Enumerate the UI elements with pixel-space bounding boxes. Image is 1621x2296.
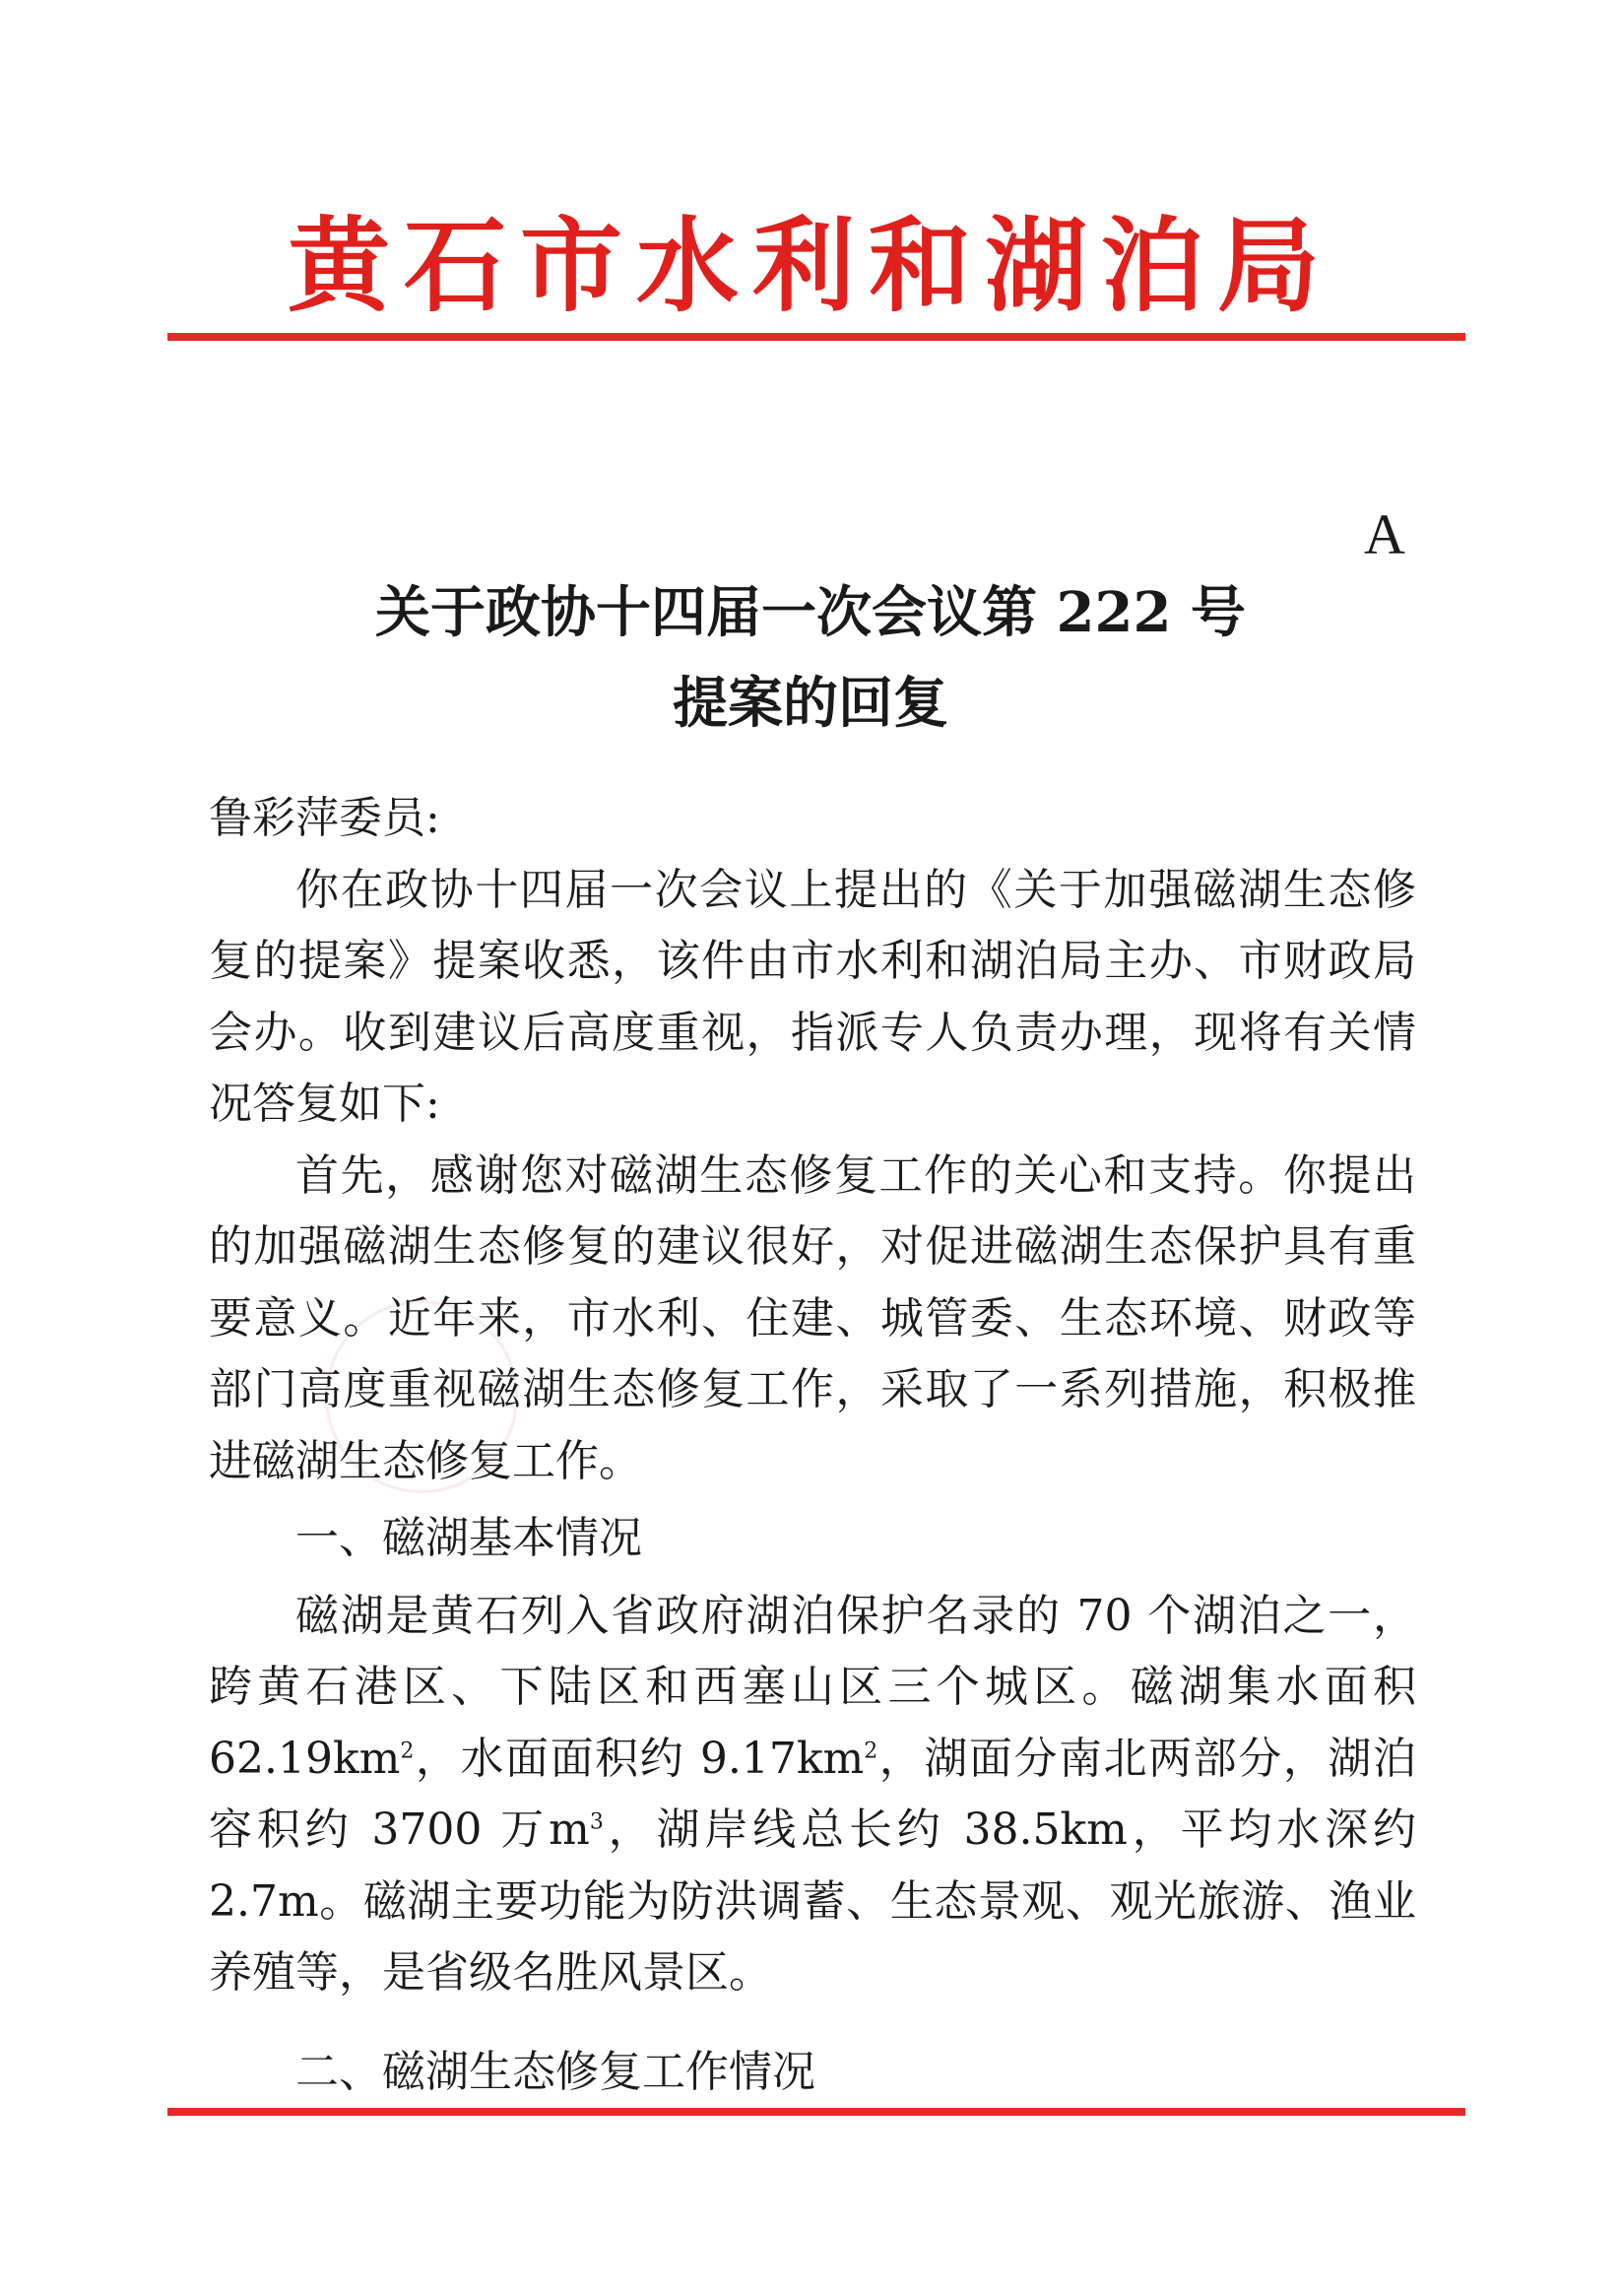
- superscript-cube: 3: [589, 1809, 604, 1835]
- paragraph-3: [209, 1581, 1416, 2009]
- document-title-line-2: 提案的回复: [673, 671, 948, 736]
- paragraph-3-part-c: ，湖面分南北两部分，湖泊容积约 3700 万m: [209, 1733, 1416, 1855]
- salutation: 鲁彩萍委员:: [209, 793, 440, 843]
- header-red-rule: [167, 333, 1465, 341]
- superscript-square: 2: [400, 1738, 415, 1763]
- document-body: [209, 783, 1416, 2114]
- paragraph-3-part-b: ，水面面积约 9.17km: [414, 1733, 865, 1784]
- organization-header: 黄石市水利和湖泊局: [287, 205, 1333, 326]
- paragraph-3-part-d: ，湖岸线总长约 38.5km，平均水深约 2.7m。磁湖主要功能为防洪调蓄、生态景观、观光旅游、渔业养殖等，是省级名胜风景区。: [209, 1804, 1416, 1998]
- section-heading-2: 二、磁湖生态修复工作情况: [295, 2046, 815, 2097]
- document-grade: A: [1364, 502, 1405, 566]
- paragraph-1: 你在政协十四届一次会议上提出的《关于加强磁湖生态修复的提案》提案收悉，该件由市水利和湖泊局主办、市财政局会办。收到建议后高度重视，指派专人负责办理，现将有关情况答复如下:: [209, 864, 1416, 1129]
- document-title-line-1: 关于政协十四届一次会议第 222 号: [375, 580, 1246, 645]
- superscript-square: 2: [864, 1738, 878, 1763]
- paragraph-3-part-a: 磁湖是黄石列入省政府湖泊保护名录的 70 个湖泊之一，跨黄石港区、下陆区和西塞山区三个城区。磁湖集水面积 62.19km: [209, 1590, 1416, 1784]
- document-title: [167, 567, 1454, 749]
- paragraph-2: 首先，感谢您对磁湖生态修复工作的关心和支持。你提出的加强磁湖生态修复的建议很好，对促进磁湖生态保护具有重要意义。近年来，市水利、住建、城管委、生态环境、财政等部门高度重视磁湖生态修复工作，采取了一系列措施，积极推进磁湖生态修复工作。: [209, 1149, 1416, 1486]
- footer-red-rule: [167, 2108, 1465, 2116]
- section-heading-1: 一、磁湖基本情况: [295, 1513, 642, 1563]
